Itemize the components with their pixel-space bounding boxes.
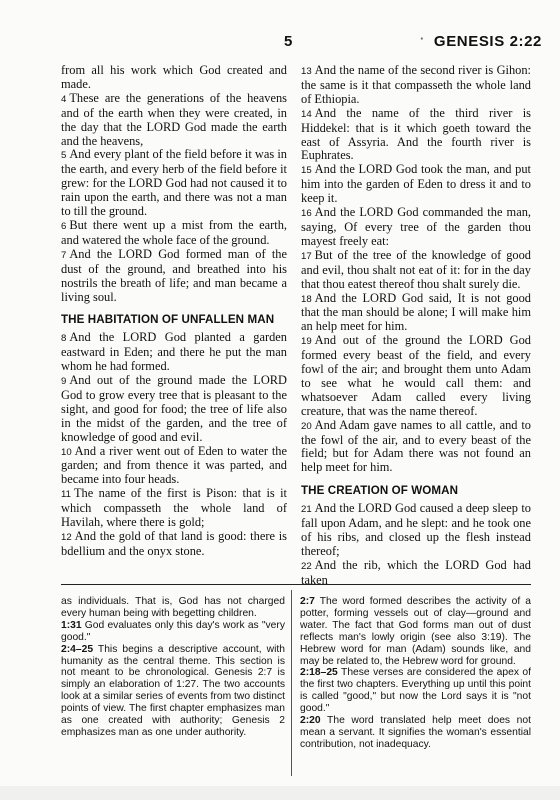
verse — [301, 64, 531, 107]
page-number: 5 — [284, 33, 293, 50]
verse-text: And a river went out of Eden to water the garden; and from thence it was parted, and became into four heads. — [61, 443, 287, 487]
verse-number: 5 — [61, 150, 67, 162]
study-note — [300, 667, 531, 715]
note-text: This begins a descriptive account, with humanity as the central theme. This section is not meant to be chronological. Genesis 2:7 is simply an elaboration of 1:27. The two accounts look at a similar series of events from two distinct points of view. The first chapter emphasizes man as one created with authority; Genesis 2 emphasizes man as one under authority. — [61, 643, 285, 738]
running-header — [0, 33, 560, 51]
note-text: The word formed describes the activity of a potter, forming vessels out of clay—ground and water. The fact that God forms man out of dust reflects man's lowly origin (see also 3:19). The Hebrew word for man (Adam) sounds like, and may be related to, the Hebrew word for ground. — [300, 596, 531, 667]
verse-number: 16 — [301, 208, 312, 220]
verse-text: And the LORD God caused a deep sleep to fall upon Adam, and he slept: and he took one of his ribs, and closed up the flesh instead thereof; — [301, 501, 531, 558]
note-reference: 2:4–25 — [61, 643, 94, 655]
verse — [301, 334, 531, 418]
footnote-column-rule — [291, 590, 292, 776]
verse-text: And out of the ground the LORD God formed every beast of the field, and every fowl of the air; and brought them unto Adam to see what he would call them: and whatsoever Adam called every living creature, that was the name thereof. — [301, 333, 531, 418]
verse — [61, 92, 287, 149]
verse-number: 12 — [61, 532, 72, 543]
verse — [61, 374, 287, 445]
verse-text: But there went up a mist from the earth, and watered the whole face of the ground. — [61, 217, 287, 247]
verse-number: 15 — [301, 165, 312, 177]
verse-number: 21 — [301, 504, 312, 516]
study-note — [61, 644, 285, 739]
study-note — [61, 596, 285, 620]
verse-text: And the gold of that land is good: there is bdellium and the onyx stone. — [61, 529, 287, 558]
study-notes-right — [300, 596, 531, 751]
verse-number: 10 — [61, 446, 72, 458]
section-heading: THE CREATION OF WOMAN — [301, 484, 459, 498]
verse — [61, 219, 287, 248]
verse — [301, 502, 531, 559]
verse-text: And the rib, which the LORD God had taken — [301, 557, 531, 587]
verse-text: And out of the ground made the LORD God to grow every tree that is pleasant to the sight, and good for food; the tree of life also in the midst of the garden, and the tree of knowledge of good and evil. — [61, 373, 287, 444]
verse-number: 8 — [61, 333, 67, 345]
verse-number: 17 — [301, 250, 312, 262]
verse-number: 18 — [301, 293, 312, 305]
verse-text: from all his work which God created and made. — [61, 63, 287, 91]
study-note — [300, 715, 531, 751]
verse — [61, 248, 287, 305]
verse-number: 9 — [61, 376, 67, 388]
verse — [301, 419, 531, 476]
note-text: The word translated help meet does not mean a servant. It signifies the woman's essential contribution, not inadequacy. — [300, 715, 531, 750]
verse — [61, 487, 287, 530]
verse — [61, 445, 287, 488]
study-note — [300, 596, 531, 667]
verse — [301, 107, 531, 164]
header-separator: · — [420, 31, 425, 46]
verse-text: The name of the first is Pison: that is it which compasseth the whole land of Havilah, where there is gold; — [61, 486, 287, 530]
verse — [301, 292, 531, 335]
verse-text: And Adam gave names to all cattle, and to the fowl of the air, and to every beast of the field; but for Adam there was not found an help meet for him. — [301, 417, 531, 475]
footnote-divider — [61, 584, 531, 585]
study-note — [61, 620, 285, 644]
scripture-column-right — [301, 64, 531, 588]
verse-number: 20 — [301, 420, 312, 432]
verse-text: But of the tree of the knowledge of good and evil, thou shalt not eat of it: for in the day that thou eatest thereof thou shalt surely die. — [301, 247, 531, 291]
verse-text: And the name of the third river is Hiddekel: that is it which goeth toward the east of Assyria. And the fourth river is Euphrates. — [301, 105, 531, 163]
verse — [301, 163, 531, 206]
verse-number: 14 — [301, 108, 312, 120]
verse — [61, 64, 287, 92]
verse-text: And every plant of the field before it was in the earth, and every herb of the field before it grew: for the LORD God had not caused it to rain upon the earth, and there was not a man to till the ground. — [61, 147, 287, 219]
verse-number: 7 — [61, 249, 67, 261]
note-reference: 1:31 — [61, 619, 82, 631]
verse-text: And the LORD God formed man of the dust of the ground, and breathed into his nostrils the breath of life; and man became a living soul. — [61, 246, 287, 304]
note-reference: 2:18–25 — [300, 667, 338, 679]
verse-number: 13 — [301, 66, 312, 77]
verse-number: 22 — [301, 560, 312, 572]
note-text: God evaluates only this day's work as "very good." — [61, 619, 285, 643]
verse — [61, 331, 287, 374]
verse-number: 19 — [301, 336, 312, 348]
verse-number: 6 — [61, 220, 67, 232]
note-reference: 2:20 — [300, 715, 321, 727]
study-notes-left — [61, 596, 285, 739]
verse — [301, 206, 531, 249]
note-text: as individuals. That is, God has not charged every human being with begetting children. — [61, 596, 285, 619]
scripture-column-left — [61, 64, 287, 559]
page-bottom-edge — [0, 786, 560, 800]
verse-number: 4 — [61, 93, 67, 105]
verse-text: And the LORD God took the man, and put him into the garden of Eden to dress it and to keep it. — [301, 162, 531, 206]
verse-number: 11 — [61, 489, 71, 501]
verse-text: And the LORD God planted a garden eastward in Eden; and there he put the man whom he had formed. — [61, 330, 287, 374]
verse-text: And the LORD God said, It is not good that the man should be alone; I will make him an help meet for him. — [301, 290, 531, 334]
verse-text: These are the generations of the heavens and of the earth when they were created, in the day that the LORD God made the earth and the heavens, — [61, 90, 287, 148]
chapter-reference: GENESIS 2:22 — [433, 33, 542, 50]
note-text: These verses are considered the apex of the first two chapters. Everything up until this point is called "good," but now the Lord says it is "not good." — [300, 667, 531, 715]
verse — [301, 249, 531, 292]
note-reference: 2:7 — [300, 596, 315, 607]
verse-text: And the LORD God commanded the man, saying, Of every tree of the garden thou mayest freely eat: — [301, 205, 531, 248]
verse — [61, 148, 287, 219]
verse — [61, 530, 287, 559]
verse-text: And the name of the second river is Gihon: the same is it that compasseth the whole land of Ethiopia. — [301, 63, 531, 106]
section-heading: THE HABITATION OF UNFALLEN MAN — [61, 313, 275, 327]
